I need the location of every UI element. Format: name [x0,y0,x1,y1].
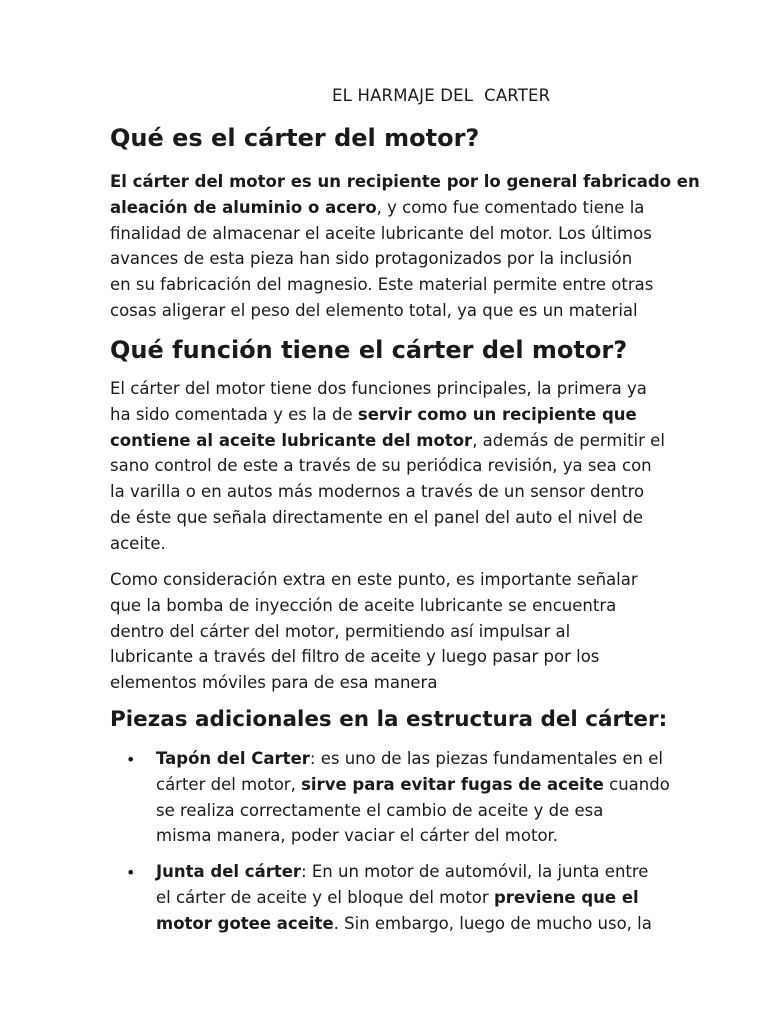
text-run: , además de permitir el [472,430,665,450]
text-run: cuando [603,774,670,794]
section-heading-additional-parts: Piezas adicionales en la estructura del cárter: [110,707,668,732]
text-run: misma manera, poder vaciar el cárter del motor. [156,826,559,846]
text-line [110,453,658,479]
bold-text: aleación de aluminio o acero [110,197,377,217]
section-function-paragraph-2 [110,567,658,696]
text-line [110,567,658,593]
text-run: cosas aligerar el peso del elemento total, ya que es un material [110,300,638,320]
bold-text: Tapón del Carter [156,749,310,768]
text-run: lubricante a través del filtro de aceite y luego pasar por los [110,647,600,667]
document-title: EL HARMAJE DEL CARTER [332,86,551,105]
text-run: : En un motor de automóvil, la junta entre [301,862,649,881]
section-heading-what-is: Qué es el cárter del motor? [110,124,480,152]
text-line [110,593,658,619]
text-run: en su fabricación del magnesio. Este material permite entre otras [110,275,654,295]
section-function-paragraph-1 [110,376,665,557]
text-run: finalidad de almacenar el aceite lubricante del motor. Los últimos [110,223,652,243]
text-line [110,169,700,195]
text-line [156,911,660,937]
bold-text: servir como un recipiente que [357,404,637,424]
bold-text: contiene al aceite lubricante del motor [110,430,473,450]
text-run: : es uno de las piezas fundamentales en el [309,749,663,768]
text-run: sano control de este a través de su periódica revisión, ya sea con [110,456,652,476]
text-run: Como consideración extra en este punto, es importante señalar [110,570,638,589]
text-run: avances de esta pieza han sido protagonizados por la inclusión [110,249,633,269]
text-line [156,859,660,885]
text-run: . Sin embargo, luego de mucho uso, la [333,913,652,933]
bold-text: motor gotee aceite [156,913,334,933]
section-what-is-paragraph [110,169,700,324]
bold-text: Junta del cárter [156,862,302,881]
text-line [110,505,658,531]
text-line [156,798,660,824]
text-run: cárter del motor, [156,774,302,794]
text-line [156,772,670,798]
text-line [110,619,658,645]
text-line [110,644,658,670]
text-line [110,479,658,505]
text-run: aceite. [110,533,166,553]
text-line [156,746,663,772]
text-run: la varilla o en autos más modernos a través de un sensor dentro [110,482,645,502]
text-line [110,376,658,402]
text-line [110,670,658,696]
text-run: dentro del cárter del motor, permitiendo así impulsar al [110,621,571,641]
bold-text: previene que el [493,887,639,907]
text-run: El cárter del motor tiene dos funciones principales, la primera ya [110,379,647,398]
text-line [110,221,658,247]
text-line [110,531,658,557]
text-run: ha sido comentada y es la de [110,404,358,424]
section-heading-function: Qué función tiene el cárter del motor? [110,336,628,364]
text-run: de éste que señala directamente en el panel del auto el nivel de [110,507,643,527]
text-run: elementos móviles para de esa manera [110,673,438,693]
text-run: , y como fue comentado tiene la [376,197,645,217]
bullet-icon: • [126,863,136,882]
text-line [110,298,658,324]
bold-text: sirve para evitar fugas de aceite [301,774,604,794]
text-line [110,195,658,221]
list-item-junta [156,859,660,936]
text-line [156,885,660,911]
text-line [156,823,660,849]
bullet-icon: • [126,750,136,769]
text-run: que la bomba de inyección de aceite lubricante se encuentra [110,595,617,615]
text-run: el cárter de aceite y el bloque del motor [156,887,494,907]
bold-text: El cárter del motor es un recipiente por lo general fabricado en [110,172,700,191]
list-item-tapon [156,746,670,849]
text-line [110,428,665,454]
text-line [110,246,658,272]
text-run: se realiza correctamente el cambio de aceite y de esa [156,800,604,820]
text-line [110,402,658,428]
text-line [110,272,658,298]
